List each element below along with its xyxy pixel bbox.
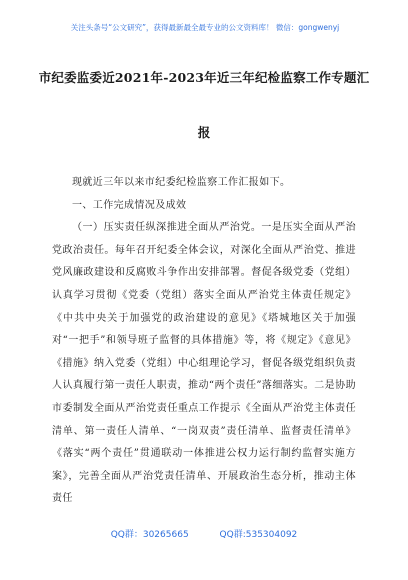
- document-title: 市纪委监委近2021年-2023年近三年纪检监察工作专题汇: [38, 70, 370, 85]
- document-body: [52, 172, 356, 511]
- footer: [0, 527, 408, 540]
- footer-qq-group-1: QQ群：30265665: [110, 530, 189, 540]
- header-banner: 关注头条号“公文研究”，获得最新最全最专业的公文资料库！ 微信：gongwenyj: [70, 23, 340, 32]
- footer-qq-group-2: QQ群:535304092: [219, 530, 298, 540]
- intro-paragraph: 现就近三年以来市纪委纪检监察工作汇报如下。: [72, 177, 291, 188]
- body-paragraph: （一）压实责任纵深推进全面从严治党。一是压实全面从严治党政治责任。每年召开纪委全体会议，对深化全面从严治党、推进党风廉政建设和反腐败斗争作出安排部署。督促各级党委（党组）认真学习贯彻《党委（党组）落实全面从严治党主体责任规定》《中共中央关于加强党的政治建设的意见》《塔城地区关于加强对“一把手”和领导班子监督的具体措施》等，将《规定》《意见》《措施》纳入党委（党组）中心组理论学习，督促各级党组织负责人认真履行第一责任人职责，推动“两个责任”落细落实。二是协助市委制发全面从严治党责任重点工作提示《全面从严治党主体责任清单、第一责任人清单、“一岗双责”责任清单、监督责任清单》《落实“两个责任”贯通联动一体推进公权力运行制约监督实施方案》，完善全面从严治党责任清单、开展政治生态分析，推动主体责任: [52, 222, 356, 505]
- section-heading: 一、工作完成情况及成效: [72, 199, 187, 211]
- document-title-continuation: 报: [197, 125, 211, 140]
